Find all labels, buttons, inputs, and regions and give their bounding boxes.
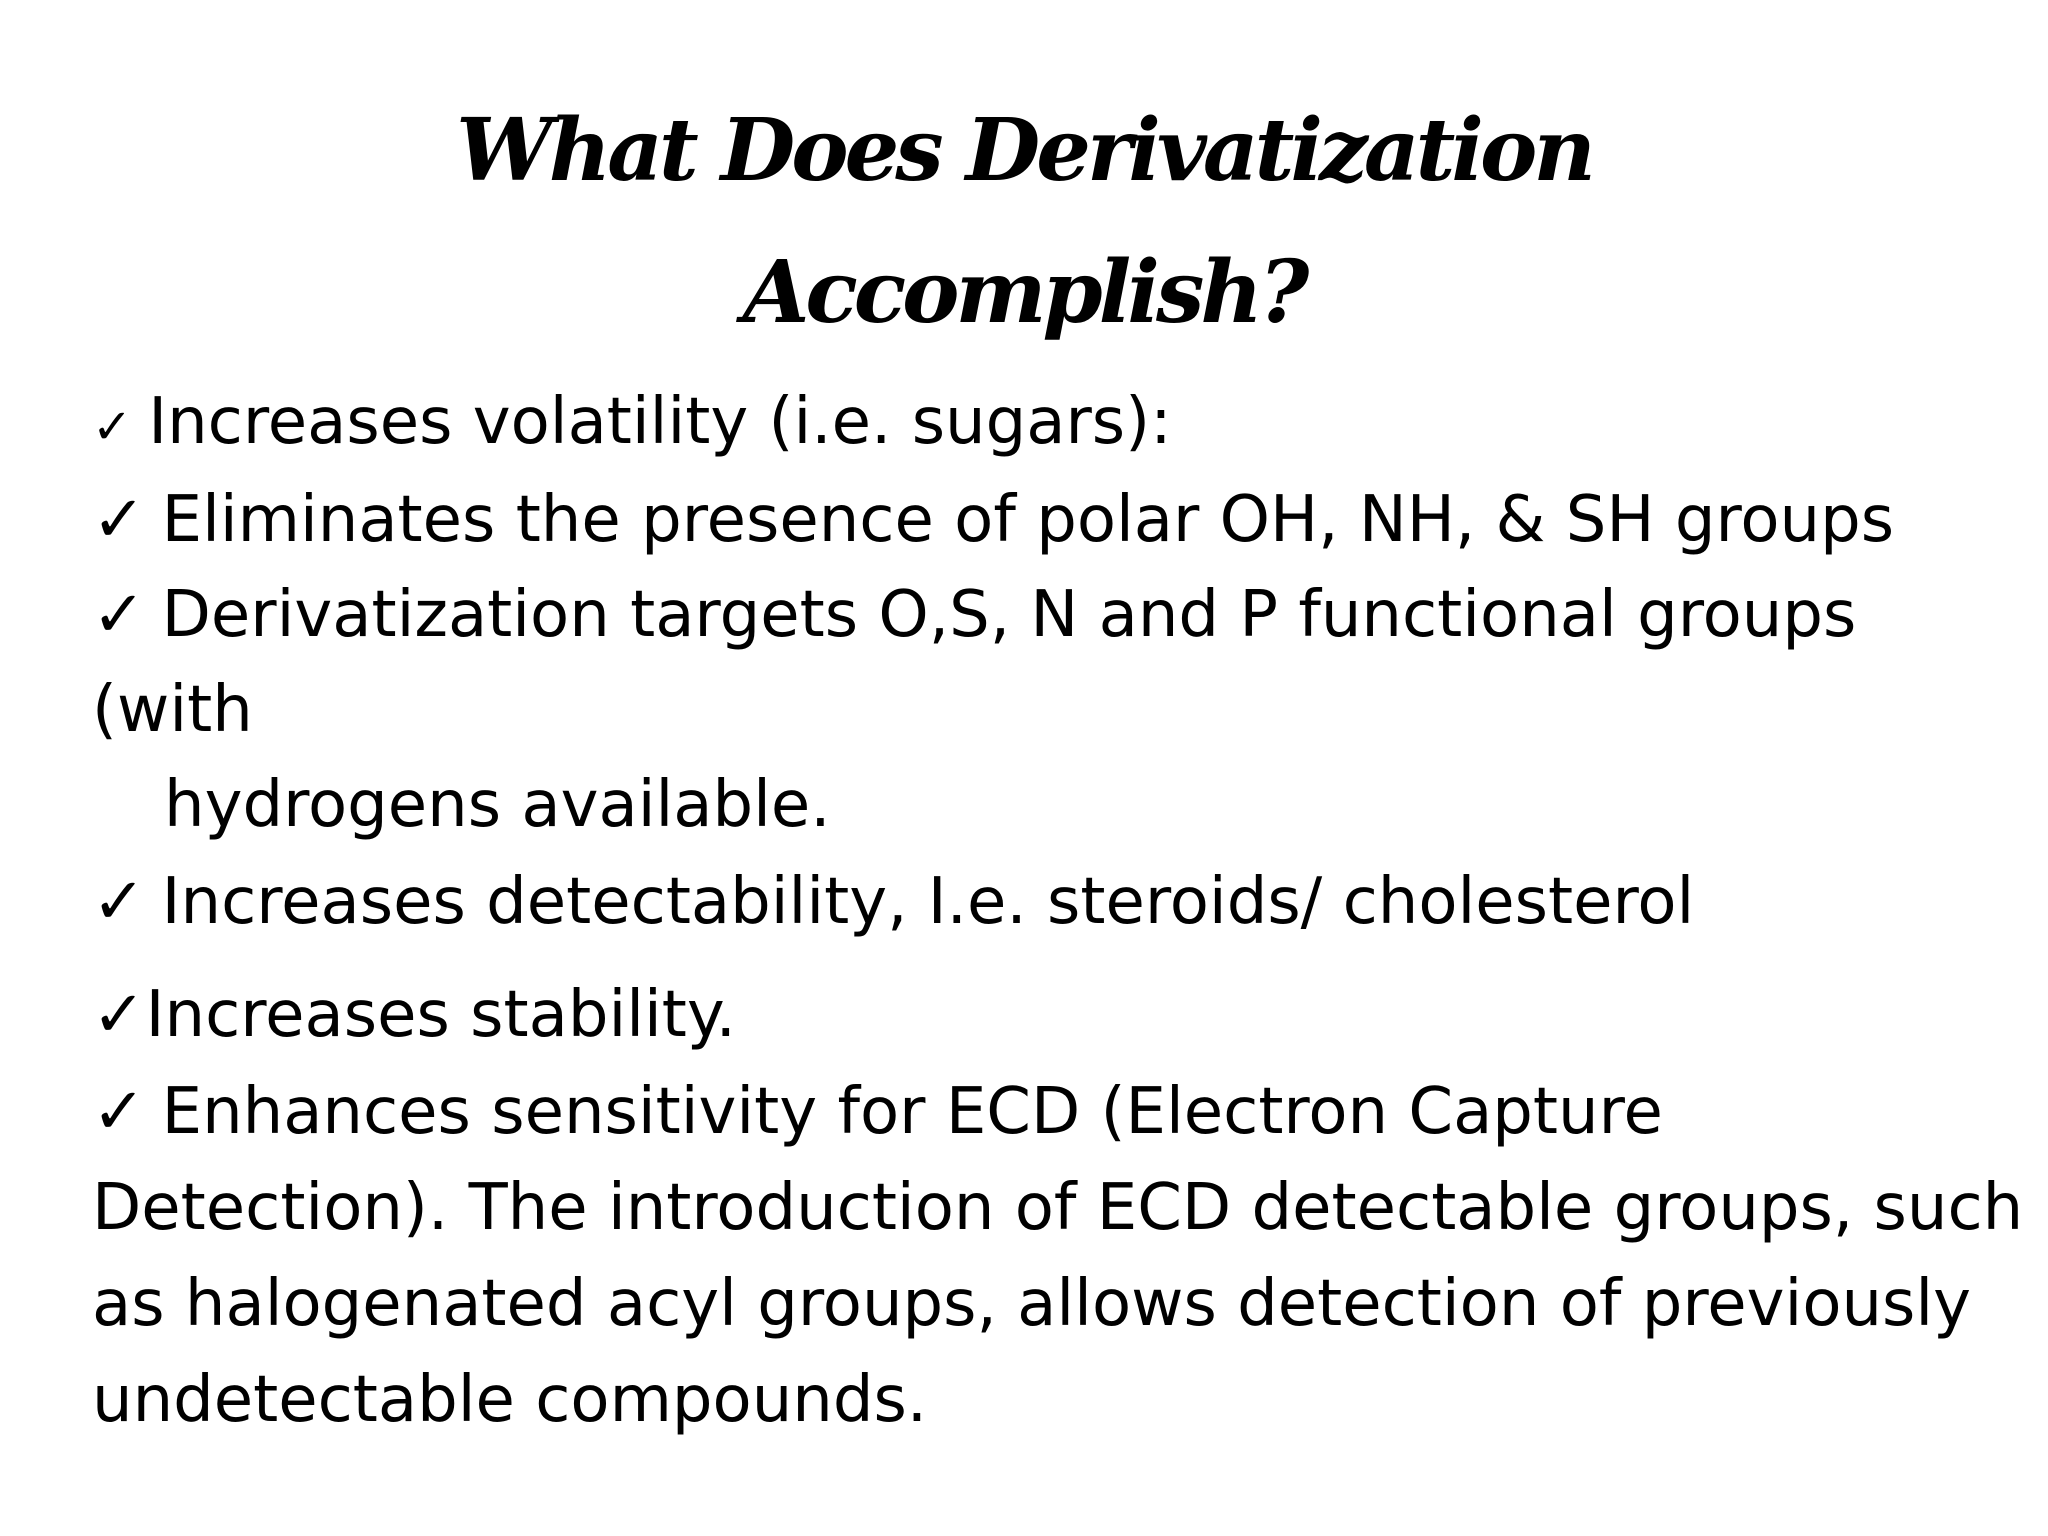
bullet-text-continuation: as halogenated acyl groups, allows detection of previously: [92, 1267, 1972, 1341]
bullet-volatility: [92, 382, 1172, 467]
bullet-text-continuation: Detection). The introduction of ECD detectable groups, such: [92, 1171, 2024, 1245]
check-icon: ✓: [92, 1075, 146, 1149]
slide-title: [0, 80, 2048, 364]
bullet-eliminates-polar: [92, 480, 1894, 560]
bullet-text: Increases stability.: [145, 978, 736, 1052]
bullet-derivatization-targets: [92, 575, 1856, 655]
bullet-text: Increases volatility (i.e. sugars):: [148, 385, 1172, 459]
bullet-text-continuation: undetectable compounds.: [92, 1363, 928, 1437]
bullet-text: Derivatization targets O,S, N and P functional groups: [161, 578, 1857, 652]
bullet-detectability: [92, 862, 1694, 942]
check-icon: ✓: [92, 978, 146, 1052]
title-line-1: What Does Derivatization: [456, 100, 1592, 201]
bullet-text: Enhances sensitivity for ECD (Electron Capture: [161, 1075, 1663, 1149]
bullet-stability: [92, 975, 736, 1055]
bullet-text-continuation: (with: [92, 673, 253, 747]
title-line-2: Accomplish?: [742, 242, 1306, 343]
bullet-ecd-sensitivity: [92, 1072, 1663, 1152]
bullet-text: Eliminates the presence of polar OH, NH, & SH groups: [161, 483, 1895, 557]
bullet-text: Increases detectability, I.e. steroids/ cholesterol: [161, 865, 1695, 939]
bullet-text-continuation: hydrogens available.: [164, 768, 831, 842]
check-icon: ✓: [92, 578, 146, 652]
check-icon: ✓: [92, 483, 146, 557]
check-icon: ✓: [92, 865, 146, 939]
check-icon: ✓: [92, 399, 133, 455]
